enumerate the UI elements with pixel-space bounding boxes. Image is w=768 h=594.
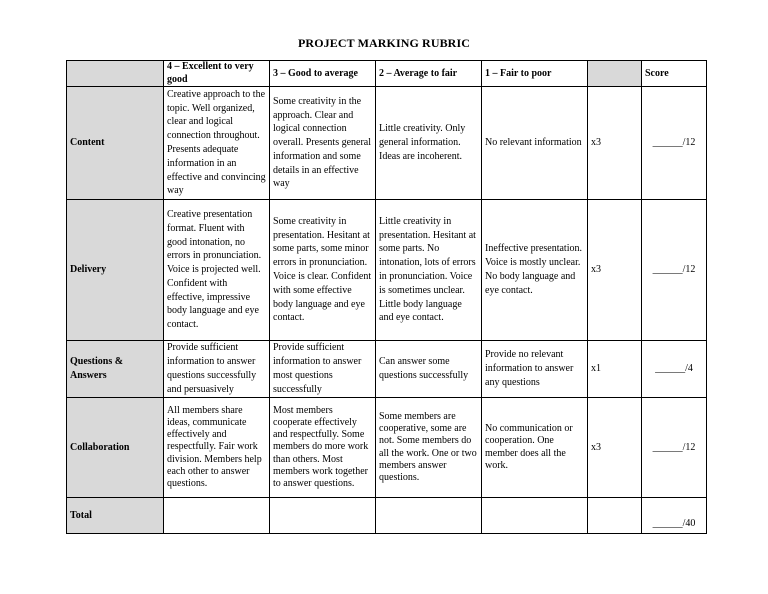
header-multiplier-blank xyxy=(588,61,642,87)
score-cell: ______/12 xyxy=(642,87,707,200)
total-row xyxy=(67,498,707,534)
criteria-cell: Provide no relevant information to answer any questions xyxy=(482,341,588,398)
row-label-questions-answers: Questions & Answers xyxy=(67,341,164,398)
criteria-cell: Some members are cooperative, some are not. Some members do all the work. One or two members answer questions. xyxy=(376,398,482,498)
criteria-cell: Creative presentation format. Fluent with good intonation, no errors in pronunciation. Voice is projected well. Confident with effective, impressive body language and eye contact. xyxy=(164,200,270,341)
total-score-cell: ______/40 xyxy=(642,498,707,534)
criteria-cell: No communication or cooperation. One member does all the work. xyxy=(482,398,588,498)
multiplier-cell: x3 xyxy=(588,87,642,200)
multiplier-cell: x1 xyxy=(588,341,642,398)
total-empty-cell xyxy=(482,498,588,534)
total-empty-cell xyxy=(588,498,642,534)
score-cell: ______/12 xyxy=(642,398,707,498)
criteria-cell: Little creativity. Only general information. Ideas are incoherent. xyxy=(376,87,482,200)
table-row xyxy=(67,341,707,398)
row-label-delivery: Delivery xyxy=(67,200,164,341)
row-label-content: Content xyxy=(67,87,164,200)
row-label-total: Total xyxy=(67,498,164,534)
score-cell: ______/12 xyxy=(642,200,707,341)
criteria-cell: Creative approach to the topic. Well organized, clear and logical connection throughout. Presents adequate information in an effective and convincing way xyxy=(164,87,270,200)
table-row xyxy=(67,87,707,200)
table-row xyxy=(67,200,707,341)
criteria-cell: Provide sufficient information to answer questions successfully and persuasively xyxy=(164,341,270,398)
multiplier-cell: x3 xyxy=(588,398,642,498)
total-empty-cell xyxy=(164,498,270,534)
header-good: 3 – Good to average xyxy=(270,61,376,87)
header-fair: 1 – Fair to poor xyxy=(482,61,588,87)
total-empty-cell xyxy=(270,498,376,534)
criteria-cell: Most members cooperate effectively and respectfully. Some members do more work than others. Most members work together to answer questions. xyxy=(270,398,376,498)
criteria-cell: No relevant information xyxy=(482,87,588,200)
criteria-cell: All members share ideas, communicate effectively and respectfully. Fair work division. Members help each other to answer questions. xyxy=(164,398,270,498)
page-title: PROJECT MARKING RUBRIC xyxy=(298,36,470,50)
header-average: 2 – Average to fair xyxy=(376,61,482,87)
criteria-cell: Some creativity in the approach. Clear and logical connection overall. Presents general information and some details in an effective way xyxy=(270,87,376,200)
criteria-cell: Ineffective presentation. Voice is mostly unclear. No body language and eye contact. xyxy=(482,200,588,341)
header-blank xyxy=(67,61,164,87)
total-empty-cell xyxy=(376,498,482,534)
rubric-table xyxy=(66,60,707,534)
criteria-cell: Can answer some questions successfully xyxy=(376,341,482,398)
header-score: Score xyxy=(642,61,707,87)
header-row xyxy=(67,61,707,87)
header-excellent: 4 – Excellent to very good xyxy=(164,61,270,87)
criteria-cell: Little creativity in presentation. Hesitant at some parts. No intonation, lots of errors in pronunciation. Voice is sometimes unclear. Little body language and eye contact. xyxy=(376,200,482,341)
table-row xyxy=(67,398,707,498)
criteria-cell: Provide sufficient information to answer most questions successfully xyxy=(270,341,376,398)
row-label-collaboration: Collaboration xyxy=(67,398,164,498)
criteria-cell: Some creativity in presentation. Hesitant at some parts, some minor errors in pronunciation. Voice is clear. Confident with some effective body language and eye contact. xyxy=(270,200,376,341)
multiplier-cell: x3 xyxy=(588,200,642,341)
score-cell: ______/4 xyxy=(642,341,707,398)
